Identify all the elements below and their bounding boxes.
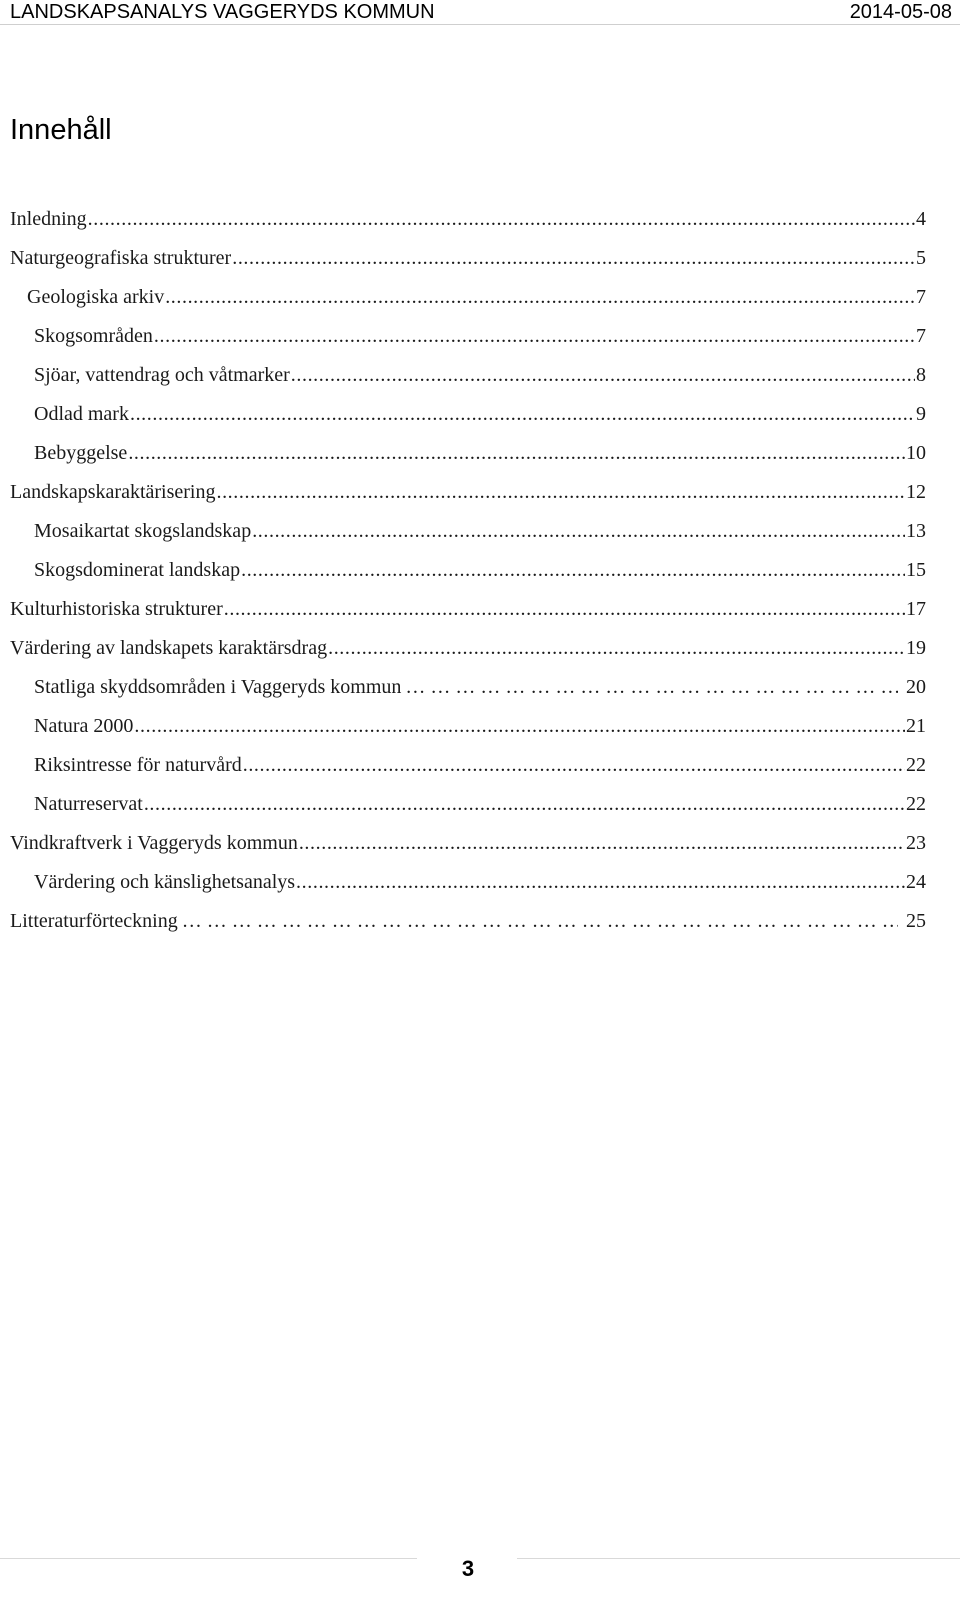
- toc-entry-label: Riksintresse för naturvård: [34, 753, 242, 776]
- toc-entry-label: Litteraturförteckning: [10, 909, 178, 932]
- footer-divider-right: [517, 1558, 960, 1559]
- toc-leader-dots: [130, 402, 915, 426]
- toc-entry-page: 22: [906, 792, 926, 815]
- toc-leader-dots: [405, 675, 898, 699]
- toc-entry-page: 12: [906, 480, 926, 503]
- page-footer: [0, 1554, 960, 1603]
- toc-entry-kulturhistoriska-strukturer[interactable]: [10, 589, 926, 628]
- toc-entry-page: 5: [916, 246, 926, 269]
- toc-entry-page: 10: [906, 441, 926, 464]
- toc-entry-label: Skogsområden: [34, 324, 153, 347]
- toc-entry-page: 8: [916, 363, 926, 386]
- toc-entry-page: 23: [906, 831, 926, 854]
- toc-entry-label: Sjöar, vattendrag och våtmarker: [34, 363, 290, 386]
- toc-leader-dots: [224, 597, 905, 621]
- toc-leader-dots: [154, 324, 915, 348]
- page-header: [0, 0, 960, 24]
- toc-leader-dots: [128, 441, 905, 465]
- toc-entry-sjoar-vattendrag-vatmarker[interactable]: [10, 355, 926, 394]
- toc-entry-page: 22: [906, 753, 926, 776]
- toc-entry-page: 4: [916, 207, 926, 230]
- toc-entry-page: 21: [906, 714, 926, 737]
- toc-entry-label: Mosaikartat skogslandskap: [34, 519, 252, 542]
- toc-entry-page: 24: [906, 870, 926, 893]
- toc-entry-page: 19: [906, 636, 926, 659]
- toc-leader-dots: [299, 831, 905, 855]
- toc-leader-dots: [328, 636, 905, 660]
- toc-entry-inledning[interactable]: [10, 199, 926, 238]
- document-title: LANDSKAPSANALYS VAGGERYDS KOMMUN: [10, 1, 435, 23]
- toc-leader-dots: [144, 792, 905, 816]
- header-divider: [0, 24, 960, 25]
- toc-leader-dots: [232, 246, 915, 270]
- toc-entry-label: Landskapskaraktärisering: [10, 480, 216, 503]
- toc-leader-dots: [241, 558, 905, 582]
- toc-leader-dots: [243, 753, 905, 777]
- toc-entry-page: 20: [906, 675, 926, 698]
- toc-entry-label: Statliga skyddsområden i Vaggeryds kommun: [34, 675, 402, 698]
- toc-entry-riksintresse-naturvard[interactable]: [10, 745, 926, 784]
- toc-entry-page: 7: [916, 285, 926, 308]
- toc-entry-natura-2000[interactable]: [10, 706, 926, 745]
- toc-entry-label: Geologiska arkiv: [27, 285, 165, 308]
- toc-entry-page: 7: [916, 324, 926, 347]
- toc-entry-vindkraftverk[interactable]: [10, 823, 926, 862]
- toc-entry-label: Vindkraftverk i Vaggeryds kommun: [10, 831, 298, 854]
- toc-leader-dots: [134, 714, 905, 738]
- toc-entry-landskapskaraktarisering[interactable]: [10, 472, 926, 511]
- toc-leader-dots: [182, 909, 898, 933]
- toc-entry-page: 9: [916, 402, 926, 425]
- toc-entry-label: Inledning: [10, 207, 87, 230]
- toc-entry-page: 13: [906, 519, 926, 542]
- toc-entry-litteraturforteckning[interactable]: [10, 901, 926, 940]
- document-date: 2014-05-08: [849, 1, 952, 23]
- toc-entry-label: Värdering av landskapets karaktärsdrag: [10, 636, 328, 659]
- toc-entry-label: Värdering och känslighetsanalys: [34, 870, 296, 893]
- toc-entry-page: 25: [906, 909, 926, 932]
- toc-entry-naturreservat[interactable]: [10, 784, 926, 823]
- toc-entry-mosaikartat-skogslandskap[interactable]: [10, 511, 926, 550]
- toc-entry-label: Natura 2000: [34, 714, 134, 737]
- toc-leader-dots: [252, 519, 905, 543]
- toc-entry-statliga-skyddsomraden[interactable]: [10, 667, 926, 706]
- toc-leader-dots: [88, 207, 915, 231]
- toc-entry-vardering-landskapets-karaktarsdrag[interactable]: [10, 628, 926, 667]
- toc-entry-label: Skogsdominerat landskap: [34, 558, 241, 581]
- toc-entry-skogsdominerat-landskap[interactable]: [10, 550, 926, 589]
- toc-entry-page: 15: [906, 558, 926, 581]
- toc-entry-odlad-mark[interactable]: [10, 394, 926, 433]
- toc-entry-naturgeografiska-strukturer[interactable]: [10, 238, 926, 277]
- toc-entry-page: 17: [906, 597, 926, 620]
- toc-entry-skogsomraden[interactable]: [10, 316, 926, 355]
- toc-entry-vardering-kanslighetsanalys[interactable]: [10, 862, 926, 901]
- page-number: 3: [461, 1556, 475, 1581]
- toc-entry-label: Kulturhistoriska strukturer: [10, 597, 223, 620]
- toc-leader-dots: [291, 363, 915, 387]
- toc-entry-label: Naturreservat: [34, 792, 143, 815]
- toc-leader-dots: [216, 480, 905, 504]
- toc-heading: Innehåll: [10, 114, 112, 146]
- toc-leader-dots: [165, 285, 915, 309]
- table-of-contents: [10, 199, 926, 940]
- footer-divider-left: [0, 1558, 417, 1559]
- toc-entry-bebyggelse[interactable]: [10, 433, 926, 472]
- toc-entry-label: Bebyggelse: [34, 441, 128, 464]
- toc-entry-label: Naturgeografiska strukturer: [10, 246, 232, 269]
- toc-leader-dots: [296, 870, 905, 894]
- toc-entry-geologiska-arkiv[interactable]: [10, 277, 926, 316]
- toc-entry-label: Odlad mark: [34, 402, 129, 425]
